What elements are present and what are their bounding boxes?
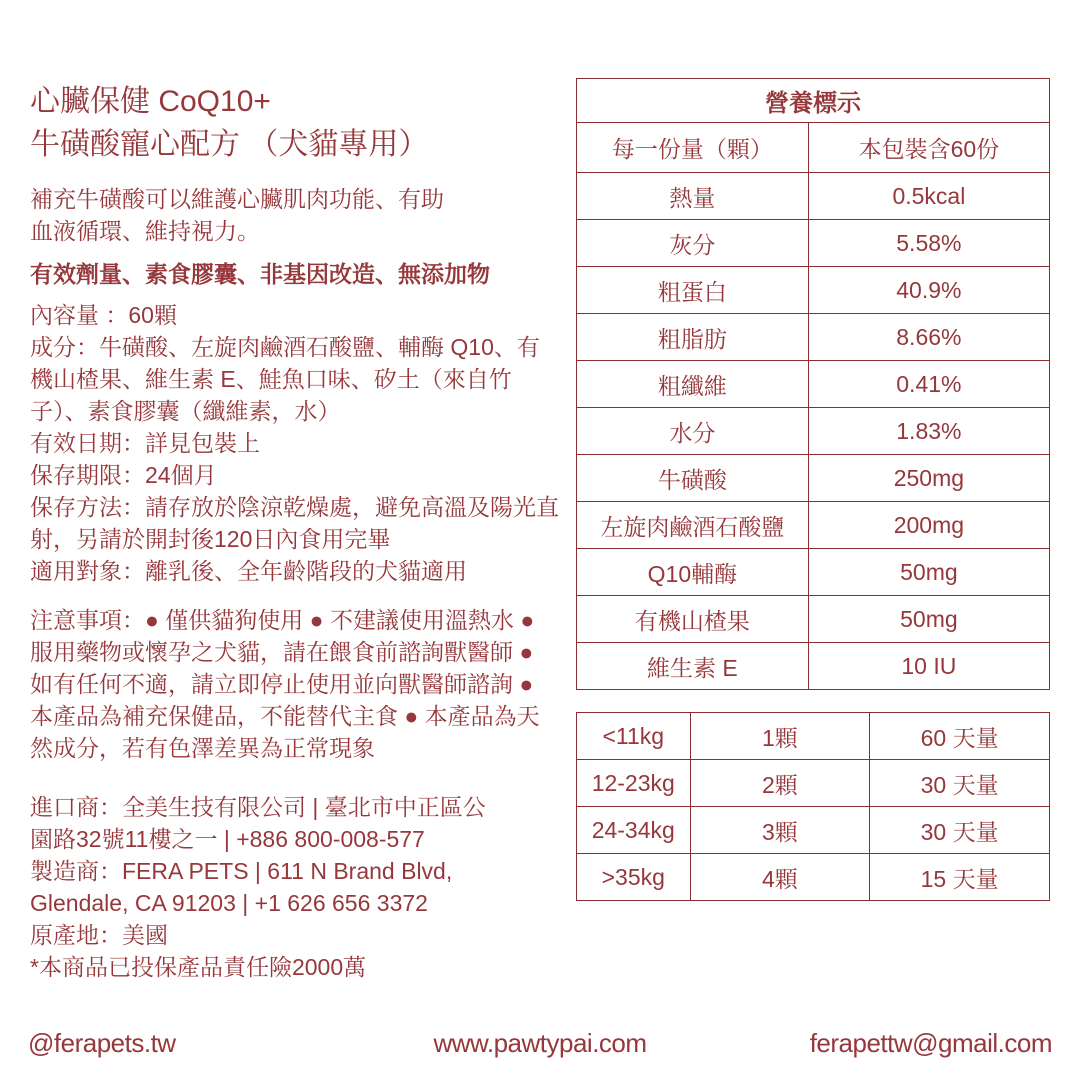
detail-ingredients: 成分：牛磺酸、左旋肉鹼酒石酸鹽、輔酶 Q10、有機山楂果、維生素 E、鮭魚口味、矽土（來自竹子）、素食膠囊（纖維素，水）	[30, 334, 540, 424]
product-details	[30, 299, 562, 587]
weight-range: <11kg	[577, 713, 691, 760]
nutrition-row	[577, 267, 1050, 314]
importer-line: 進口商：全美生技有限公司 | 臺北市中正區公	[30, 794, 486, 820]
nutrient-value: 0.5kcal	[808, 173, 1049, 220]
nutrient-name: 維生素 E	[577, 643, 809, 690]
nutrient-name: 熱量	[577, 173, 809, 220]
nutrient-name: 粗蛋白	[577, 267, 809, 314]
nutrition-row	[577, 361, 1050, 408]
product-intro	[30, 183, 562, 247]
nutrition-row	[577, 643, 1050, 690]
detail-expiry-date: 有效日期：詳見包裝上	[30, 430, 260, 456]
dose-count: 3顆	[690, 807, 870, 854]
manufacturer-line: 製造商：FERA PETS | 611 N Brand Blvd,	[30, 858, 453, 884]
website-url: www.pawtypai.com	[433, 1028, 647, 1058]
supply-days: 30 天量	[870, 760, 1050, 807]
detail-net-content: 內容量 ：60顆	[30, 302, 177, 328]
dosage-row	[577, 807, 1050, 854]
nutrition-row	[577, 549, 1050, 596]
nutrient-value: 200mg	[808, 502, 1049, 549]
nutrient-value: 50mg	[808, 596, 1049, 643]
servings-per-pack: 本包裝含60份	[808, 123, 1049, 173]
dose-count: 1顆	[690, 713, 870, 760]
weight-range: >35kg	[577, 854, 691, 901]
nutrition-row	[577, 220, 1050, 267]
product-title	[30, 80, 562, 166]
supply-days: 15 天量	[870, 854, 1050, 901]
nutrition-row	[577, 314, 1050, 361]
nutrient-value: 50mg	[808, 549, 1049, 596]
nutrient-value: 1.83%	[808, 408, 1049, 455]
product-title-line1: 心臟保健 CoQ10+	[30, 85, 271, 118]
nutrition-row	[577, 596, 1050, 643]
manufacturer-line: Glendale, CA 91203 | +1 626 656 3372	[30, 890, 428, 916]
weight-range: 24-34kg	[577, 807, 691, 854]
nutrient-name: 牛磺酸	[577, 455, 809, 502]
nutrient-value: 8.66%	[808, 314, 1049, 361]
nutrient-name: Q10輔酶	[577, 549, 809, 596]
instagram-handle: @ferapets.tw	[28, 1028, 176, 1058]
detail-shelf-life: 保存期限：24個月	[30, 462, 217, 488]
nutrient-value: 40.9%	[808, 267, 1049, 314]
insurance-line: *本商品已投保產品責任險2000萬	[30, 954, 367, 980]
intro-line: 補充牛磺酸可以維護心臟肌肉功能、有助	[30, 186, 444, 212]
supply-days: 60 天量	[870, 713, 1050, 760]
detail-storage: 保存方法：請存放於陰涼乾燥處，避免高溫及陽光直射，另請於開封後120日內食用完畢	[30, 494, 559, 552]
nutrition-row	[577, 502, 1050, 549]
importer-line: 園路32號11樓之一 | +886 800-008-577	[30, 826, 425, 852]
product-title-line2: 牛磺酸寵心配方 （犬貓專用）	[30, 128, 429, 161]
nutrition-table	[576, 78, 1050, 690]
detail-suitable-for: 適用對象：離乳後、全年齡階段的犬貓適用	[30, 558, 467, 584]
dose-count: 4顆	[690, 854, 870, 901]
product-info-column	[30, 80, 562, 983]
dosage-row	[577, 760, 1050, 807]
importer-info	[30, 791, 562, 983]
nutrient-value: 10 IU	[808, 643, 1049, 690]
nutrition-table-header-row	[577, 79, 1050, 123]
nutrition-row	[577, 173, 1050, 220]
dosage-table	[576, 712, 1050, 901]
nutrient-name: 粗纖維	[577, 361, 809, 408]
nutrient-name: 灰分	[577, 220, 809, 267]
nutrient-name: 有機山楂果	[577, 596, 809, 643]
nutrition-table-title: 營養標示	[577, 79, 1050, 123]
nutrient-name: 左旋肉鹼酒石酸鹽	[577, 502, 809, 549]
serving-size-label: 每一份量（顆）	[577, 123, 809, 173]
nutrient-name: 水分	[577, 408, 809, 455]
origin-line: 原產地：美國	[30, 922, 168, 948]
nutrient-value: 5.58%	[808, 220, 1049, 267]
nutrition-row	[577, 408, 1050, 455]
dosage-row	[577, 713, 1050, 760]
email-address: ferapettw@gmail.com	[809, 1028, 1052, 1058]
dose-count: 2顆	[690, 760, 870, 807]
nutrient-value: 0.41%	[808, 361, 1049, 408]
product-notice: 注意事項：● 僅供貓狗使用 ● 不建議使用溫熱水 ● 服用藥物或懷孕之犬貓，請在餵食前諮詢獸醫師 ● 如有任何不適，請立即停止使用並向獸醫師諮詢 ● 本產品為補充保健品，不能替代主食 ● 本產品為天然成分，若有色澤差異為正常現象	[30, 607, 540, 761]
dosage-row	[577, 854, 1050, 901]
weight-range: 12-23kg	[577, 760, 691, 807]
serving-row	[577, 123, 1050, 173]
nutrient-value: 250mg	[808, 455, 1049, 502]
supply-days: 30 天量	[870, 807, 1050, 854]
intro-line: 血液循環、維持視力。	[30, 218, 260, 244]
nutrition-row	[577, 455, 1050, 502]
nutrient-name: 粗脂肪	[577, 314, 809, 361]
product-highlights: 有效劑量、素食膠囊、非基因改造、無添加物	[30, 261, 490, 287]
